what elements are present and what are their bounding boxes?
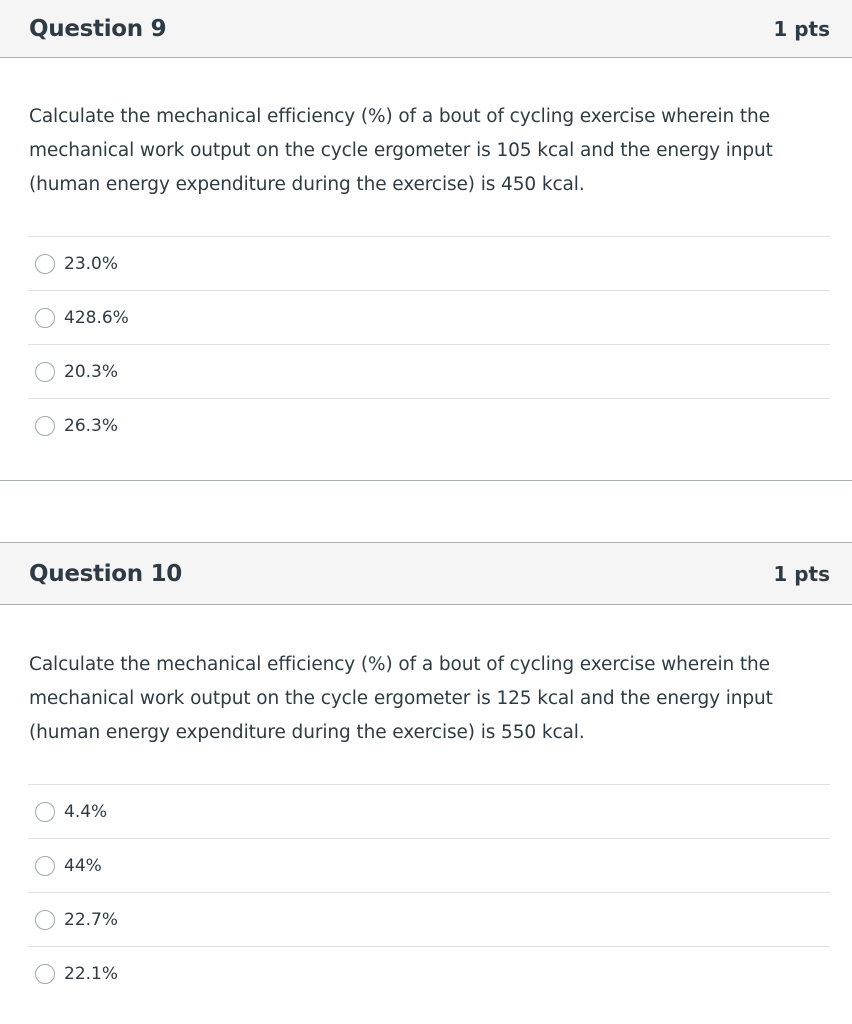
radio-button[interactable] bbox=[35, 910, 55, 930]
answer-label: 22.7% bbox=[64, 909, 119, 930]
answer-list bbox=[28, 784, 830, 1001]
radio-button[interactable] bbox=[35, 856, 55, 876]
answer-label: 22.1% bbox=[64, 964, 119, 984]
question-text: Calculate the mechanical efficiency (%) of a bout of cycling exercise wherein the mechanical work output on the cycle ergometer is 105 kcal and the energy input (human energy expenditure during the exercise) is 450 kcal. bbox=[29, 106, 773, 195]
question-header bbox=[0, 0, 852, 58]
answer-option[interactable] bbox=[28, 237, 830, 291]
answer-label: 428.6% bbox=[64, 307, 129, 328]
radio-button[interactable] bbox=[35, 308, 55, 328]
answer-label: 23.0% bbox=[64, 253, 119, 274]
answer-label: 44% bbox=[64, 855, 102, 876]
answer-option[interactable] bbox=[28, 399, 830, 453]
answer-option[interactable] bbox=[28, 291, 830, 345]
answer-option[interactable] bbox=[28, 345, 830, 399]
question-10 bbox=[0, 543, 852, 605]
radio-button[interactable] bbox=[35, 416, 55, 436]
answer-option[interactable] bbox=[28, 785, 830, 839]
question-points: 1 pts bbox=[773, 16, 830, 41]
radio-button[interactable] bbox=[35, 802, 55, 822]
radio-button[interactable] bbox=[35, 362, 55, 382]
answer-label: 20.3% bbox=[64, 361, 119, 382]
question-divider bbox=[0, 480, 852, 481]
answer-option[interactable] bbox=[28, 947, 830, 1001]
radio-button[interactable] bbox=[35, 964, 55, 984]
question-points: 1 pts bbox=[773, 561, 830, 586]
answer-option[interactable] bbox=[28, 839, 830, 893]
question-title: Question 9 bbox=[29, 15, 167, 42]
question-title: Question 10 bbox=[29, 560, 182, 587]
question-9 bbox=[0, 0, 852, 58]
answer-list bbox=[28, 236, 830, 453]
answer-label: 4.4% bbox=[64, 801, 108, 822]
answer-label: 26.3% bbox=[64, 416, 119, 436]
question-text: Calculate the mechanical efficiency (%) of a bout of cycling exercise wherein the mechanical work output on the cycle ergometer is 125 kcal and the energy input (human energy expenditure during the exercise) is 550 kcal. bbox=[29, 654, 773, 743]
radio-button[interactable] bbox=[35, 254, 55, 274]
answer-option[interactable] bbox=[28, 893, 830, 947]
question-header bbox=[0, 543, 852, 605]
